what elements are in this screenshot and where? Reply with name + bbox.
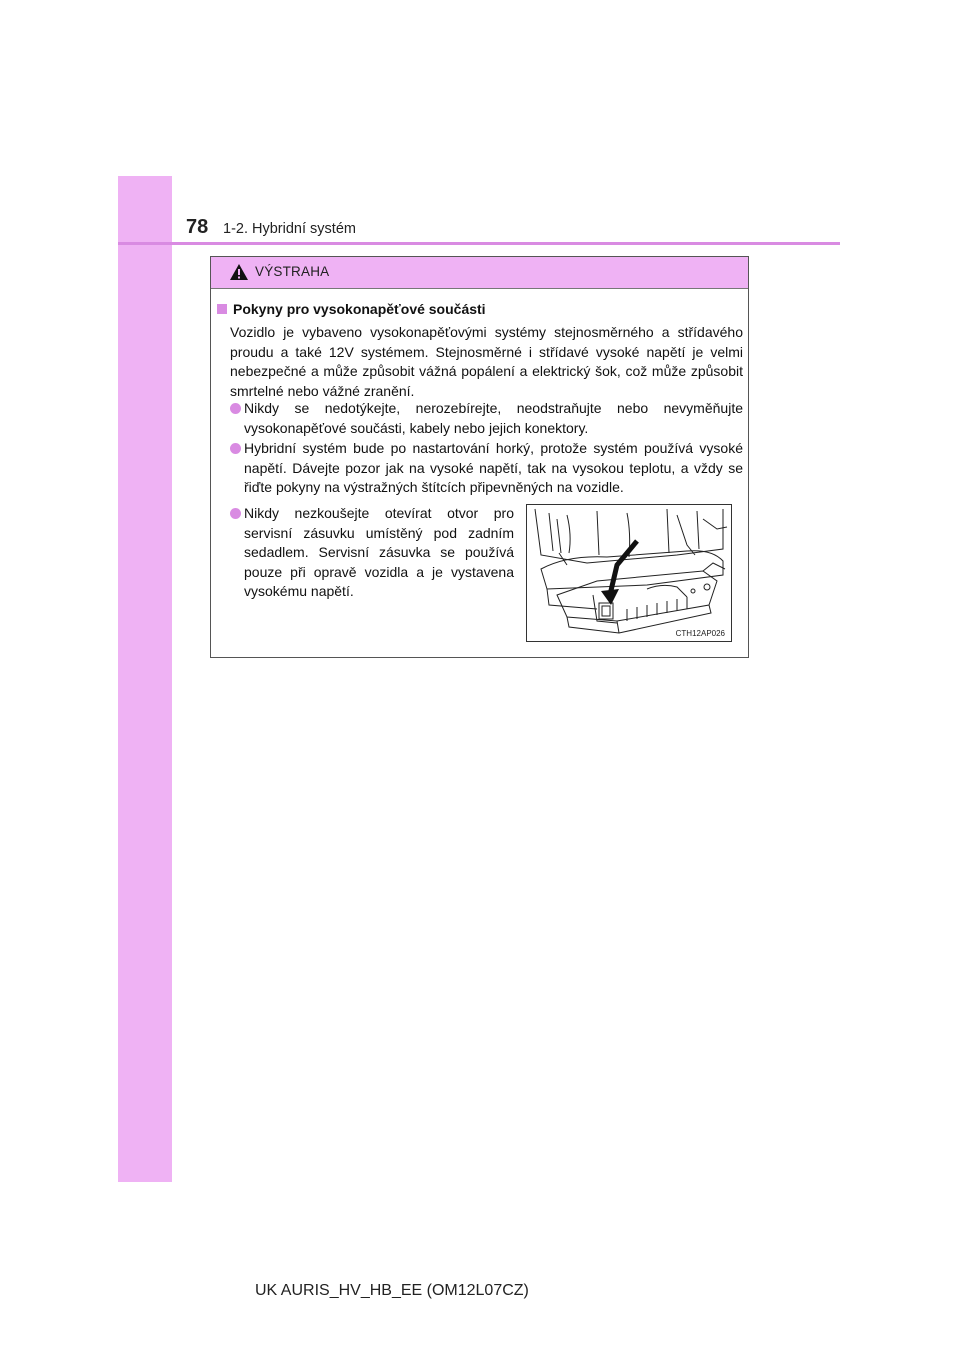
side-band — [118, 176, 172, 1182]
rear-seat-drawing — [527, 505, 731, 641]
warning-box — [210, 256, 749, 658]
warning-content — [211, 288, 748, 657]
warning-triangle-icon — [229, 263, 249, 281]
service-plug-illustration — [526, 504, 732, 642]
warning-heading — [217, 301, 486, 317]
bullet-text: Nikdy se nedotýkejte, nerozebírejte, neodstraňujte nebo nevyměňujte vysokonapěťové součásti, kabely nebo jejich konektory. — [244, 400, 743, 436]
warning-title: VÝSTRAHA — [255, 264, 330, 279]
bullet-text: Hybridní systém bude po nastartování horký, protože systém používá vysoké napětí. Dávejte pozor jak na vysoké napětí, tak na vysokou teplotu, a vždy se řiďte pokyny na výstražných štítcích připevněných na vozidle. — [244, 440, 743, 495]
warning-paragraph: Vozidlo je vybaveno vysokonapěťovými systémy stejnosměrného a střídavého proudu a také 12V systémem. Stejnosměrné i střídavé vysoké napětí je velmi nebezpečné a může způsobit vážná popálení a elektrický šok, což může způsobit smrtelné nebo vážné zranění. — [230, 324, 743, 399]
bullet-dot-icon — [230, 443, 241, 454]
bullet-text: Nikdy nezkoušejte otevírat otvor pro servisní zásuvku umístěný pod zadním sedadlem. Servisní zásuvka se používá pouze při opravě vozidla a je vystavena vysokému napětí. — [244, 505, 514, 599]
bullet-item — [244, 439, 743, 498]
bullet-dot-icon — [230, 508, 241, 519]
footer-model-code: UK AURIS_HV_HB_EE (OM12L07CZ) — [255, 1282, 529, 1299]
page-number: 78 — [186, 216, 209, 238]
bullet-item — [244, 504, 514, 602]
bullet-item — [244, 399, 743, 438]
section-title: 1-2. Hybridní systém — [223, 221, 356, 237]
bullet-dot-icon — [230, 403, 241, 414]
header-rule — [118, 242, 840, 245]
warning-heading-text: Pokyny pro vysokonapěťové součásti — [233, 301, 486, 317]
square-bullet-icon — [217, 304, 227, 314]
warning-header — [211, 257, 748, 289]
figure-code: CTH12AP026 — [675, 629, 725, 638]
